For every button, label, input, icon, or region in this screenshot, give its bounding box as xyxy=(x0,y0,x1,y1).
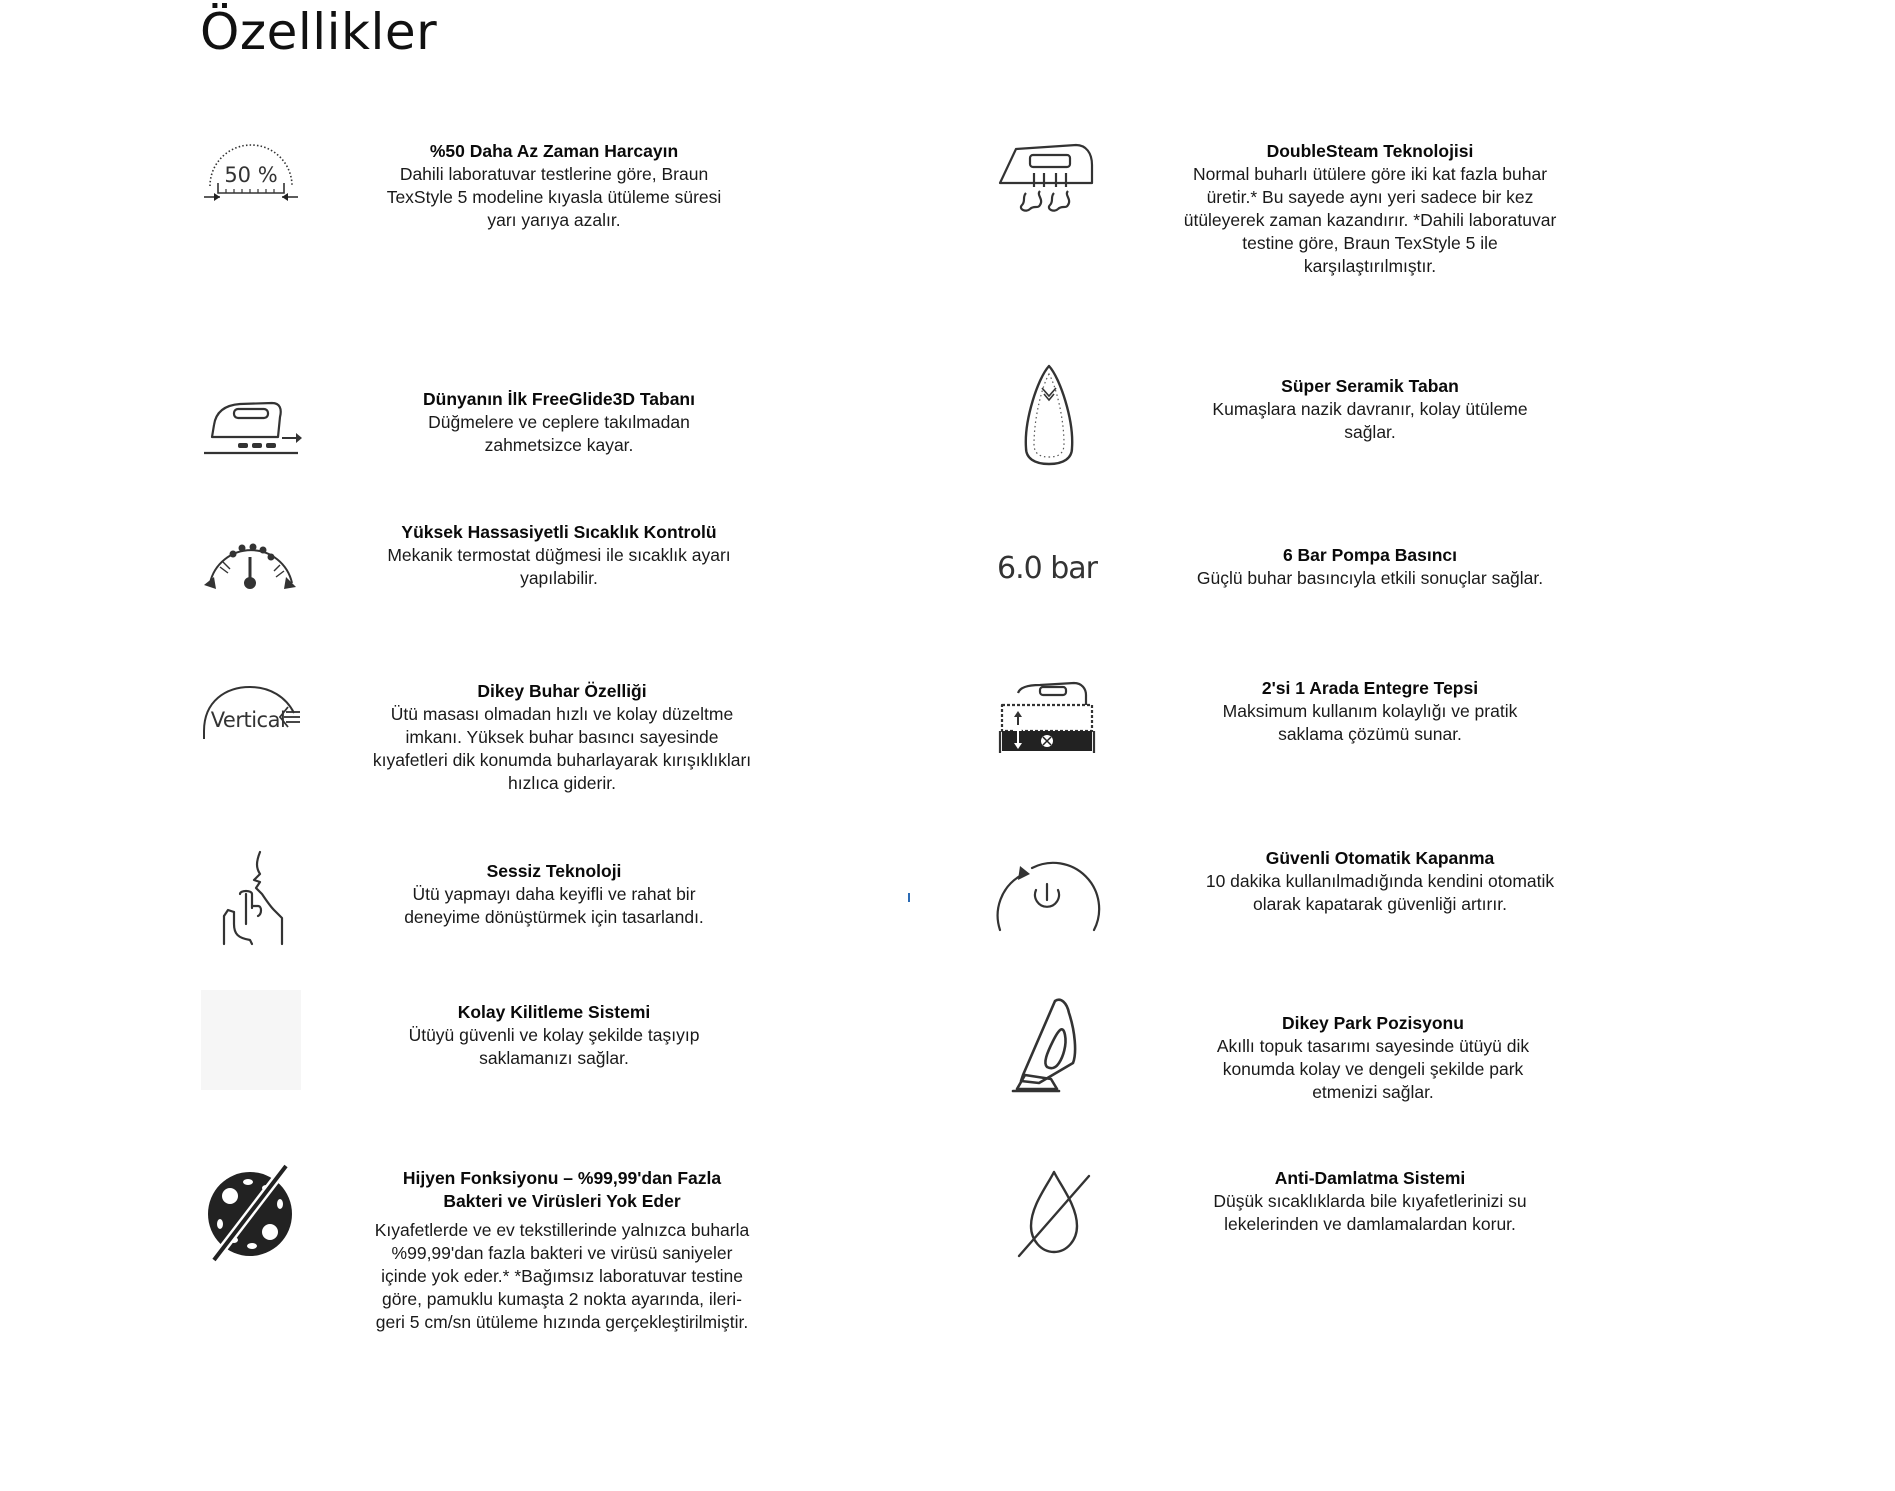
feature-description: Ütüyü güvenli ve kolay şekilde taşıyıp saklamanızı sağlar. xyxy=(408,1025,700,1068)
temperature-dial-icon xyxy=(200,505,302,607)
feature-ceramic xyxy=(1190,375,1550,444)
feature-title: DoubleSteam Teknolojisi xyxy=(1266,141,1474,161)
feature-title: Yüksek Hassasiyetli Sıcaklık Kontrolü xyxy=(401,522,717,542)
feature-double-steam xyxy=(1180,140,1560,278)
feature-title: Anti-Damlatma Sistemi xyxy=(1274,1168,1466,1188)
feature-vertical-park xyxy=(1203,1012,1543,1104)
feature-hygiene xyxy=(372,1167,752,1334)
feature-title: Dikey Park Pozisyonu xyxy=(1282,1013,1464,1033)
feature-description: Düğmelere ve ceplere takılmadan zahmetsizce kayar. xyxy=(428,412,690,455)
feature-title: Süper Seramik Taban xyxy=(1281,376,1459,396)
page-title: Özellikler xyxy=(200,3,438,61)
feature-fifty-percent xyxy=(374,140,734,232)
feature-pressure xyxy=(1180,544,1560,590)
vertical-park-icon xyxy=(1003,995,1105,1097)
feature-title: Dikey Buhar Özelliği xyxy=(477,681,647,701)
feature-description: Kıyafetlerde ve ev tekstillerinde yalnızca buharla %99,99'dan fazla bakteri ve virüsü saniyeler içinde yok eder.* *Bağımsız laboratuvar testine göre, pamuklu kumaşta 2 nokta ayarında, ileri-geri 5 cm/sn ütüleme hızında gerçekleştirilmiştir. xyxy=(374,1220,750,1332)
feature-vertical-steam xyxy=(372,680,752,795)
auto-shutoff-icon xyxy=(996,844,1098,946)
feature-description: Maksimum kullanım kolaylığı ve pratik saklama çözümü sunar. xyxy=(1222,701,1518,744)
feature-title: Kolay Kilitleme Sistemi xyxy=(457,1002,651,1022)
feature-title: %50 Daha Az Zaman Harcayın xyxy=(429,141,679,161)
feature-temperature xyxy=(374,521,744,590)
feature-description: Akıllı topuk tasarımı sayesinde ütüyü dik konumda kolay ve dengeli şekilde park etmenizi sağlar. xyxy=(1216,1036,1530,1102)
pressure-bar-icon xyxy=(996,516,1098,618)
feature-description: Ütü masası olmadan hızlı ve kolay düzeltme imkanı. Yüksek buhar basıncı sayesinde kıyafetleri dik konumda buharlayarak kırışıklıkları hızlıca giderir. xyxy=(372,704,752,793)
anti-drip-icon xyxy=(1003,1162,1105,1264)
feature-tray xyxy=(1190,677,1550,746)
fifty-percent-label: 50 % xyxy=(224,163,278,187)
feature-description: Normal buharlı ütülere göre iki kat fazla buhar üretir.* Bu sayede aynı yeri sadece bir kez ütüleyerek zaman kazandırır. *Dahili laboratuvar testine göre, Braun TexStyle 5 ile karşılaştırılmıştır. xyxy=(1183,164,1557,276)
fifty-percent-gauge-icon xyxy=(200,131,302,233)
feature-description: 10 dakika kullanılmadığında kendini otomatik olarak kapatarak güvenliği artırır. xyxy=(1205,871,1555,914)
feature-description: Düşük sıcaklıklarda bile kıyafetlerinizi su lekelerinden ve damlamalardan korur. xyxy=(1213,1191,1527,1234)
hygiene-bacteria-icon xyxy=(200,1162,302,1264)
vertical-label: Vertical xyxy=(210,708,286,732)
vertical-steam-icon xyxy=(200,665,302,767)
double-steam-icon xyxy=(996,131,1098,233)
feature-description: Dahili laboratuvar testlerine göre, Braun TexStyle 5 modeline kıyasla ütüleme süresi yarı yarıya azalır. xyxy=(386,164,722,230)
feature-anti-drip xyxy=(1190,1167,1550,1236)
pressure-bar-label: 6.0 bar xyxy=(996,551,1098,586)
lock-system-icon xyxy=(201,990,301,1090)
feature-title: Güvenli Otomatik Kapanma xyxy=(1265,848,1495,868)
feature-title: 6 Bar Pompa Basıncı xyxy=(1282,545,1458,565)
iron-glide-icon xyxy=(200,367,302,469)
feature-title: Hijyen Fonksiyonu – %99,99'dan Fazla Bakteri ve Virüsleri Yok Eder xyxy=(402,1168,722,1211)
feature-description: Mekanik termostat düğmesi ile sıcaklık ayarı yapılabilir. xyxy=(387,545,731,588)
feature-title: 2'si 1 Arada Entegre Tepsi xyxy=(1261,678,1479,698)
feature-title: Dünyanın İlk FreeGlide3D Tabanı xyxy=(423,389,695,409)
feature-description: Kumaşlara nazik davranır, kolay ütüleme sağlar. xyxy=(1212,399,1528,442)
integrated-tray-icon xyxy=(996,665,1098,767)
feature-lock xyxy=(374,1001,734,1070)
ceramic-soleplate-icon xyxy=(998,364,1100,466)
feature-title: Sessiz Teknoloji xyxy=(486,861,622,881)
separator-mark xyxy=(908,893,910,902)
feature-silent xyxy=(374,860,734,929)
silent-finger-icon xyxy=(210,848,312,950)
feature-description: Ütü yapmayı daha keyifli ve rahat bir deneyime dönüştürmek için tasarlandı. xyxy=(404,884,704,927)
feature-description: Güçlü buhar basıncıyla etkili sonuçlar sağlar. xyxy=(1196,568,1544,588)
feature-auto-shutoff xyxy=(1190,847,1570,916)
feature-freeglide xyxy=(404,388,714,457)
